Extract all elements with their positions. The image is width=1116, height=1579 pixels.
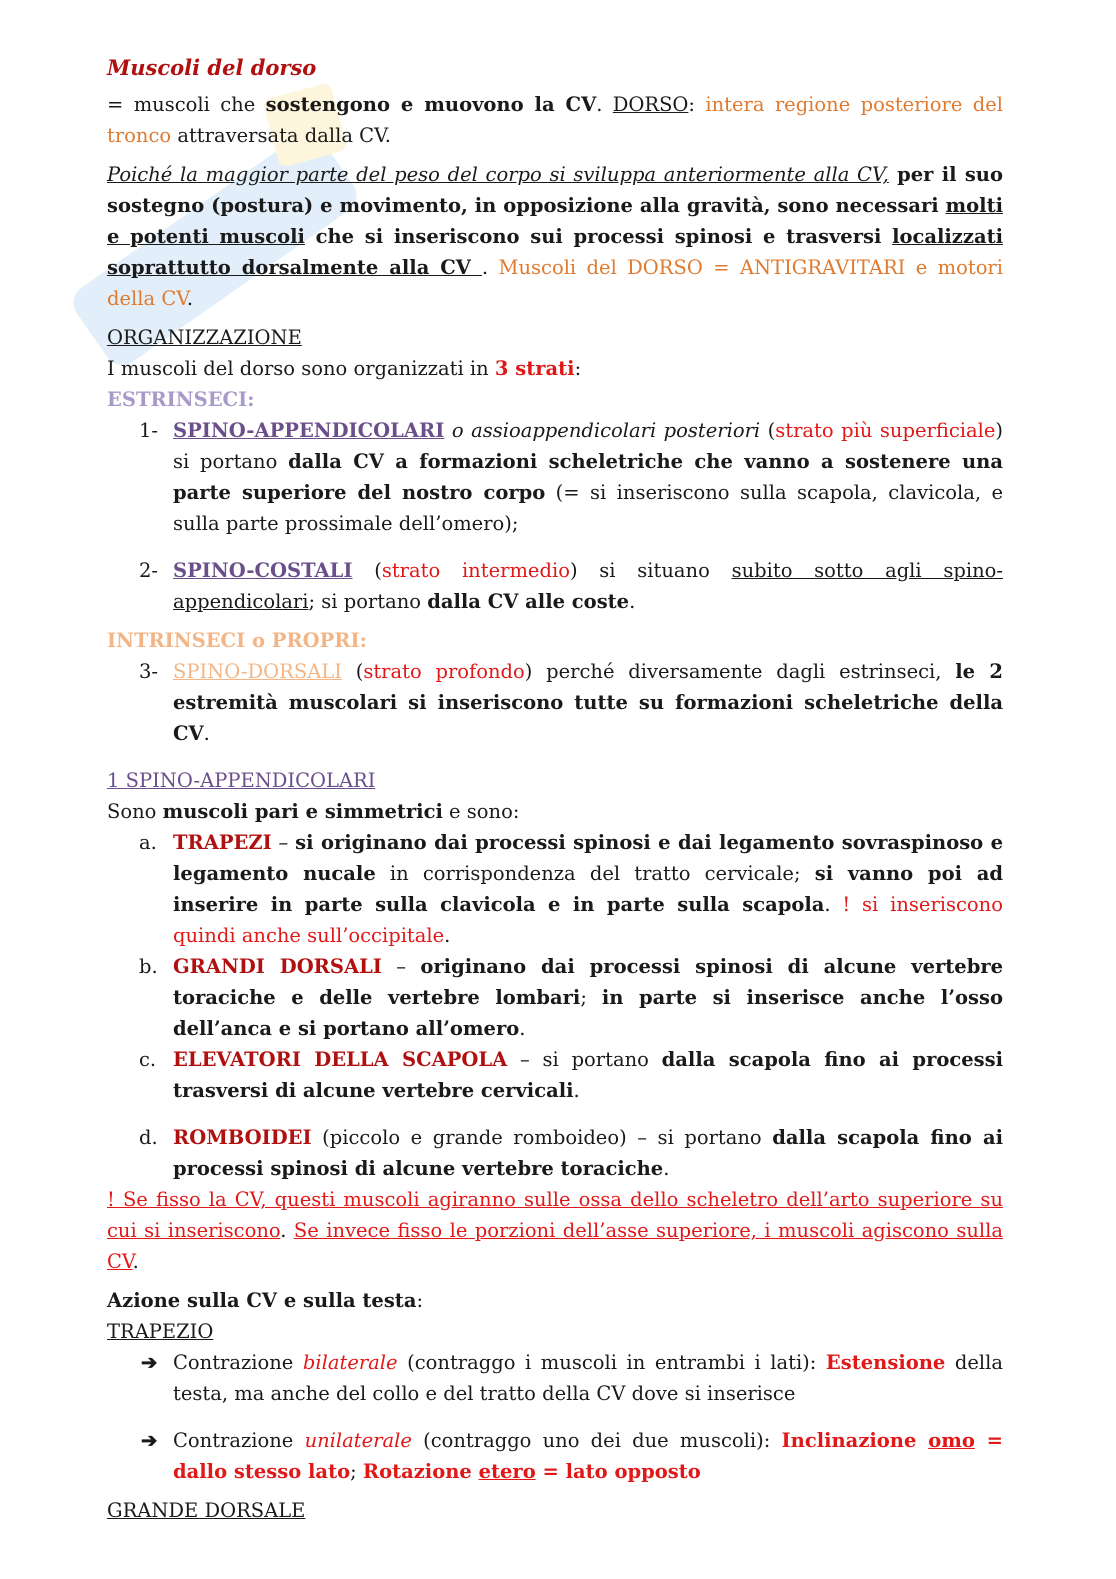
organization-paragraph: I muscoli del dorso sono organizzati in 3 strati:: [107, 357, 582, 380]
list-item-spino-dorsali: 3- SPINO-DORSALI (strato profondo) perché diversamente dagli estrinseci, le 2 estremità muscolari si inseriscono tutte su formazioni scheletriche della CV.: [139, 660, 1003, 745]
section-intro: Sono muscoli pari e simmetrici e sono:: [107, 800, 520, 823]
list-item-elevatori-scapola: c. ELEVATORI DELLA SCAPOLA – si portano dalla scapola fino ai processi trasversi di alcune vertebre cervicali.: [139, 1048, 1003, 1102]
document-page: [107, 52, 1003, 1526]
extrinsic-heading: ESTRINSECI:: [107, 388, 255, 411]
section-heading-spino-appendicolari: 1 SPINO-APPENDICOLARI: [107, 769, 376, 792]
intro-paragraph: = muscoli che sostengono e muovono la CV. DORSO: intera regione posteriore del tronco attraversata dalla CV.: [107, 93, 1003, 147]
posture-paragraph: Poiché la maggior parte del peso del corpo si sviluppa anteriormente alla CV, per il suo sostegno (postura) e movimento, in opposizione alla gravità, sono necessari molti e potenti muscoli che si inseriscono sui processi spinosi e trasversi localizzati soprattutto dorsalmente alla CV . Muscoli del DORSO = ANTIGRAVITARI e motori della CV.: [107, 163, 1003, 310]
list-item-romboidei: d. ROMBOIDEI (piccolo e grande romboideo) – si portano dalla scapola fino ai processi spinosi di alcune vertebre toraciche.: [139, 1126, 1003, 1180]
list-item-spino-appendicolari: 1- SPINO-APPENDICOLARI o assioappendicolari posteriori (strato più superficiale) si portano dalla CV a formazioni scheletriche che vanno a sostenere una parte superiore del nostro corpo (= si inseriscono sulla scapola, clavicola, e sulla parte prossimale dell’omero);: [139, 419, 1003, 535]
arrow-item-unilateral: ➔ Contrazione unilaterale (contraggo uno dei due muscoli): Inclinazione omo = dallo stesso lato; Rotazione etero = lato opposto: [107, 1425, 1003, 1487]
arrow-right-icon: ➔: [141, 1351, 158, 1374]
list-item-grandi-dorsali: b. GRANDI DORSALI – originano dai processi spinosi di alcune vertebre toraciche e delle vertebre lombari; in parte si inserisce anche l’osso dell’anca e si portano all’omero.: [139, 955, 1004, 1040]
arrow-item-bilateral: ➔ Contrazione bilaterale (contraggo i muscoli in entrambi i lati): Estensione della testa, ma anche del collo e del tratto della CV dove si inserisce: [107, 1347, 1003, 1409]
trapezio-heading: TRAPEZIO: [107, 1320, 214, 1343]
intrinsic-heading: INTRINSECI o PROPRI:: [107, 629, 367, 652]
grande-dorsale-heading: GRANDE DORSALE: [107, 1499, 306, 1522]
organization-heading: ORGANIZZAZIONE: [107, 326, 302, 349]
arrow-right-icon: ➔: [141, 1429, 158, 1452]
list-item-spino-costali: 2- SPINO-COSTALI (strato intermedio) si situano subito sotto agli spino-appendicolari; si portano dalla CV alle coste.: [139, 559, 1004, 613]
page-title: Muscoli del dorso: [107, 55, 317, 80]
note-paragraph: ! Se fisso la CV, questi muscoli agiranno sulle ossa dello scheletro dell’arto superiore su cui si inseriscono. Se invece fisso le porzioni dell’asse superiore, i muscoli agiscono sulla CV.: [107, 1188, 1003, 1273]
action-heading: Azione sulla CV e sulla testa:: [107, 1289, 424, 1312]
list-item-trapezi: a. TRAPEZI – si originano dai processi spinosi e dai legamento sovraspinoso e legamento nucale in corrispondenza del tratto cervicale; si vanno poi ad inserire in parte sulla clavicola e in parte sulla scapola. ! si inseriscono quindi anche sull’occipitale.: [139, 831, 1004, 947]
